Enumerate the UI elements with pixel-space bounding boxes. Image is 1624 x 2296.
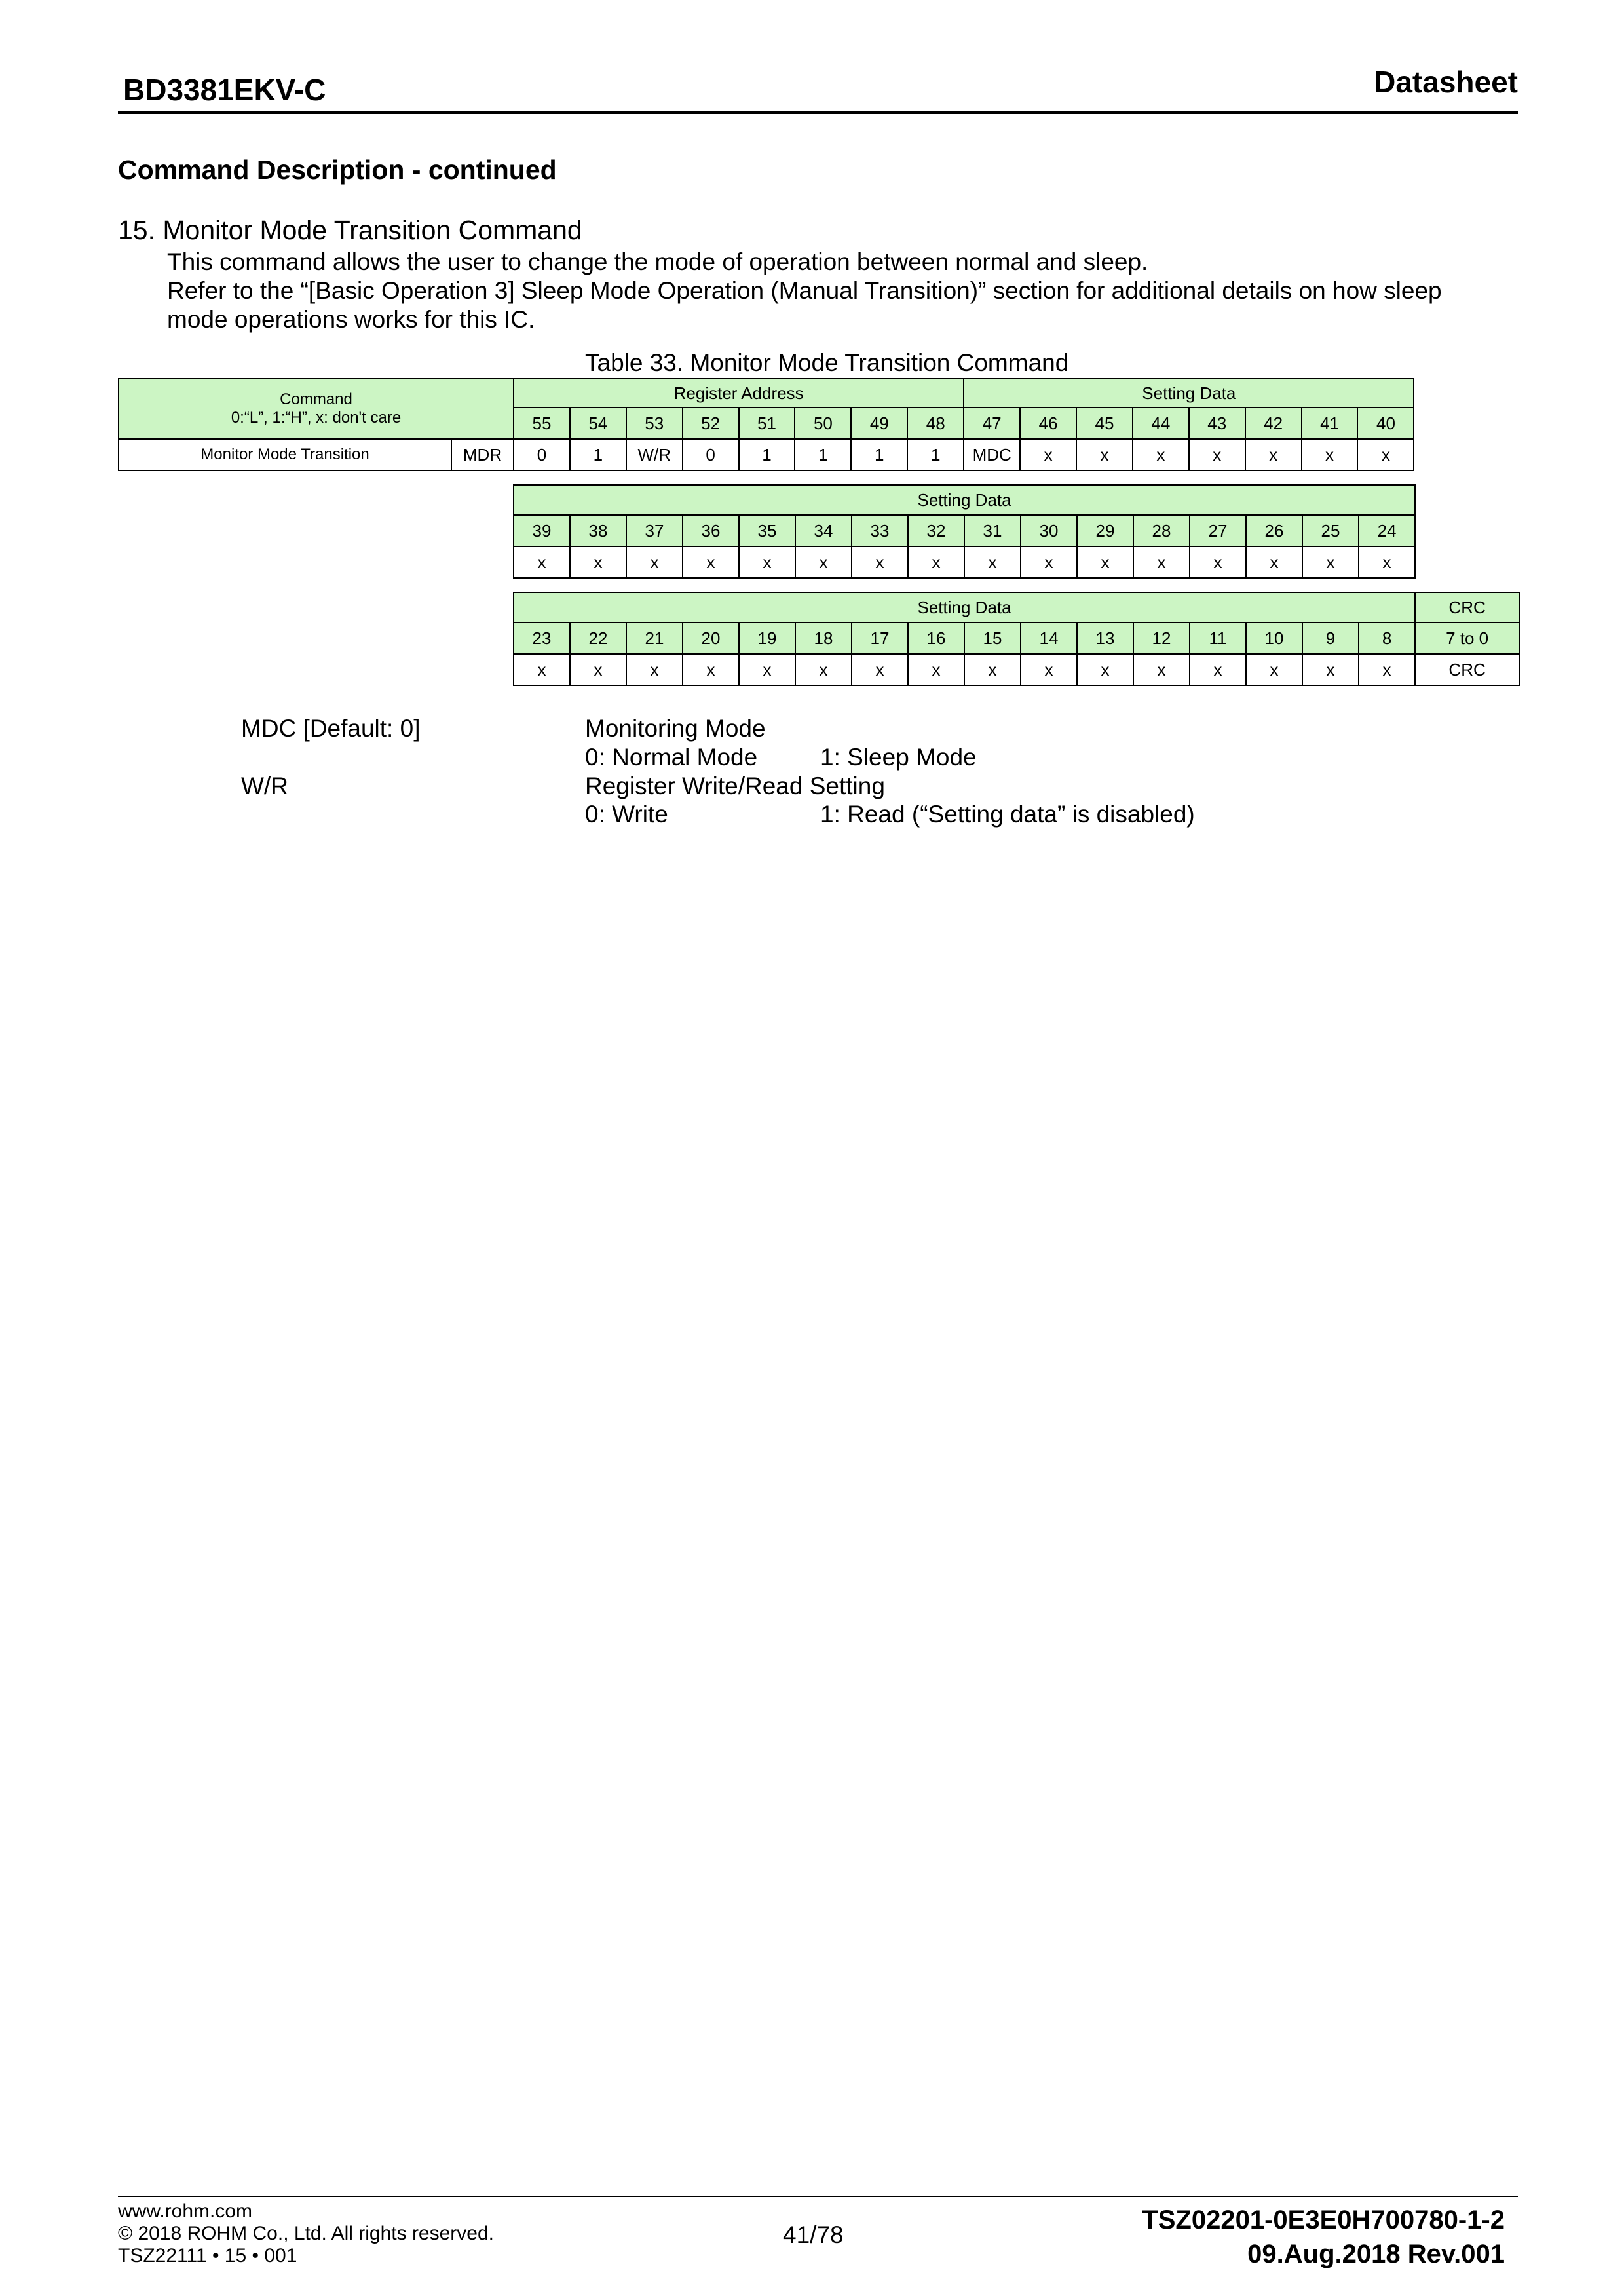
setting-data-header: Setting Data [964,379,1414,408]
bit-number-cell: 45 [1076,408,1133,439]
part-number: BD3381EKV-C [123,73,326,107]
bit-value-cell: x [1021,546,1077,578]
command-table-block-1 [118,378,1414,471]
bit-value-cell: x [683,546,739,578]
bit-value-cell: x [1246,654,1302,685]
footer-url-link[interactable]: www.rohm.com [118,2200,253,2222]
field-desc-wr: Register Write/Read Setting [585,773,885,799]
bit-value-cell: x [1246,546,1302,578]
crc-value-cell: CRC [1415,654,1519,685]
crc-bit-range-cell: 7 to 0 [1415,622,1519,654]
bit-number-cell: 21 [626,622,683,654]
bit-value-cell: x [626,546,683,578]
bit-value-cell: x [1302,654,1359,685]
bit-value-cell: 1 [907,439,964,470]
bit-number-cell: 12 [1133,622,1190,654]
bit-value-cell: x [570,546,626,578]
footer-copyright: © 2018 ROHM Co., Ltd. All rights reserved. [118,2223,494,2244]
header-rule [118,111,1518,114]
bit-number-cell: 55 [514,408,570,439]
bit-number-cell: 44 [1133,408,1189,439]
revision-date: 09.Aug.2018 Rev.001 [1247,2240,1505,2268]
bit-value-cell: x [1189,439,1245,470]
bit-number-cell: 51 [739,408,795,439]
section-title: Command Description - continued [118,155,557,185]
bit-value-cell: x [1077,546,1133,578]
bit-number-cell: 46 [1020,408,1076,439]
footer-rule [118,2196,1518,2197]
table-header-row [119,379,1414,408]
bit-number-cell: 47 [964,408,1020,439]
bit-value-cell: x [1245,439,1302,470]
bit-value-cell: 1 [570,439,626,470]
register-address-header: Register Address [514,379,964,408]
bit-value-cell: W/R [626,439,683,470]
bit-number-row [514,515,1415,546]
bit-number-cell: 27 [1190,515,1246,546]
description-line: This command allows the user to change the mode of operation between normal and sleep. [167,248,1148,275]
table-row [514,546,1415,578]
command-header-cell [119,379,514,439]
page-number: 41/78 [783,2221,844,2248]
bit-value-cell: x [1359,654,1415,685]
bit-number-cell: 8 [1359,622,1415,654]
bit-number-cell: 13 [1077,622,1133,654]
table-caption: Table 33. Monitor Mode Transition Command [585,349,1069,376]
setting-data-header: Setting Data [514,485,1415,515]
table-row [119,439,1414,470]
bit-value-cell: x [964,654,1021,685]
bit-number-cell: 10 [1246,622,1302,654]
bit-number-cell: 52 [683,408,739,439]
command-abbr-cell: MDR [451,439,514,470]
command-name-cell: Monitor Mode Transition [119,439,451,470]
bit-value-cell: x [1133,546,1190,578]
bit-value-cell: x [1302,439,1358,470]
bit-number-cell: 54 [570,408,626,439]
bit-number-cell: 19 [739,622,795,654]
bit-value-cell: x [1357,439,1414,470]
bit-value-cell: x [739,654,795,685]
bit-number-cell: 20 [683,622,739,654]
bit-number-cell: 28 [1133,515,1190,546]
bit-number-cell: 35 [739,515,795,546]
bit-number-cell: 40 [1357,408,1414,439]
bit-value-cell: 1 [795,439,851,470]
bit-number-cell: 22 [570,622,626,654]
bit-value-cell: x [1020,439,1076,470]
table-header-row [514,485,1415,515]
bit-number-cell: 31 [964,515,1021,546]
description-line: Refer to the “[Basic Operation 3] Sleep Mode Operation (Manual Transition)” section for additional details on how sleep [167,277,1442,304]
bit-number-cell: 34 [795,515,852,546]
bit-number-cell: 25 [1302,515,1359,546]
bit-value-cell: x [683,654,739,685]
field-option-wr-1: 1: Read (“Setting data” is disabled) [820,801,1195,828]
bit-number-cell: 24 [1359,515,1415,546]
bit-number-cell: 36 [683,515,739,546]
bit-value-cell: x [908,546,964,578]
bit-value-cell: x [908,654,964,685]
bit-number-cell: 26 [1246,515,1302,546]
footer-form-code: TSZ22111 • 15 • 001 [118,2245,297,2267]
bit-value-cell: x [1133,439,1189,470]
field-option-wr-0: 0: Write [585,801,668,828]
bit-number-cell: 23 [514,622,570,654]
bit-number-cell: 50 [795,408,851,439]
command-header-title: Command [280,391,352,408]
bit-number-cell: 41 [1302,408,1358,439]
bit-number-cell: 42 [1245,408,1302,439]
command-header-legend: 0:“L”, 1:“H”, x: don't care [231,409,402,427]
bit-number-cell: 53 [626,408,683,439]
bit-number-row [514,622,1519,654]
bit-value-cell: x [852,546,908,578]
bit-value-cell: x [626,654,683,685]
bit-value-cell: x [1302,546,1359,578]
bit-value-cell: x [514,546,570,578]
bit-value-cell: x [1133,654,1190,685]
table-header-row [514,592,1519,622]
bit-value-cell: x [1359,546,1415,578]
field-option-mdc-1: 1: Sleep Mode [820,744,977,771]
command-table-block-2 [513,484,1416,579]
bit-value-cell: x [1190,546,1246,578]
document-type: Datasheet [1374,65,1518,99]
bit-number-cell: 49 [851,408,907,439]
bit-number-cell: 48 [907,408,964,439]
bit-value-cell: x [852,654,908,685]
bit-value-cell: x [964,546,1021,578]
bit-value-cell: 0 [514,439,570,470]
document-number: TSZ02201-0E3E0H700780-1-2 [1142,2206,1505,2234]
bit-number-cell: 38 [570,515,626,546]
bit-number-cell: 33 [852,515,908,546]
field-option-mdc-0: 0: Normal Mode [585,744,758,771]
bit-value-cell: 0 [683,439,739,470]
crc-header: CRC [1415,592,1519,622]
bit-value-cell: x [1077,654,1133,685]
bit-value-cell: 1 [739,439,795,470]
bit-value-cell: MDC [964,439,1020,470]
field-name-wr: W/R [241,773,288,799]
field-desc-mdc: Monitoring Mode [585,715,766,742]
bit-number-cell: 15 [964,622,1021,654]
command-table-block-3 [513,592,1520,686]
bit-value-cell: x [1076,439,1133,470]
bit-number-cell: 18 [795,622,852,654]
bit-number-cell: 30 [1021,515,1077,546]
bit-number-cell: 43 [1189,408,1245,439]
field-name-mdc: MDC [Default: 0] [241,715,421,742]
bit-number-cell: 16 [908,622,964,654]
bit-number-cell: 37 [626,515,683,546]
bit-number-cell: 39 [514,515,570,546]
bit-value-cell: x [514,654,570,685]
bit-value-cell: x [795,654,852,685]
bit-value-cell: 1 [851,439,907,470]
table-row [514,654,1519,685]
setting-data-header: Setting Data [514,592,1415,622]
bit-number-cell: 14 [1021,622,1077,654]
bit-number-cell: 11 [1190,622,1246,654]
bit-number-cell: 29 [1077,515,1133,546]
bit-value-cell: x [739,546,795,578]
command-heading: 15. Monitor Mode Transition Command [118,215,582,245]
bit-value-cell: x [1021,654,1077,685]
bit-number-cell: 9 [1302,622,1359,654]
bit-number-cell: 17 [852,622,908,654]
bit-value-cell: x [570,654,626,685]
bit-value-cell: x [795,546,852,578]
description-line: mode operations works for this IC. [167,306,535,333]
bit-value-cell: x [1190,654,1246,685]
bit-number-cell: 32 [908,515,964,546]
